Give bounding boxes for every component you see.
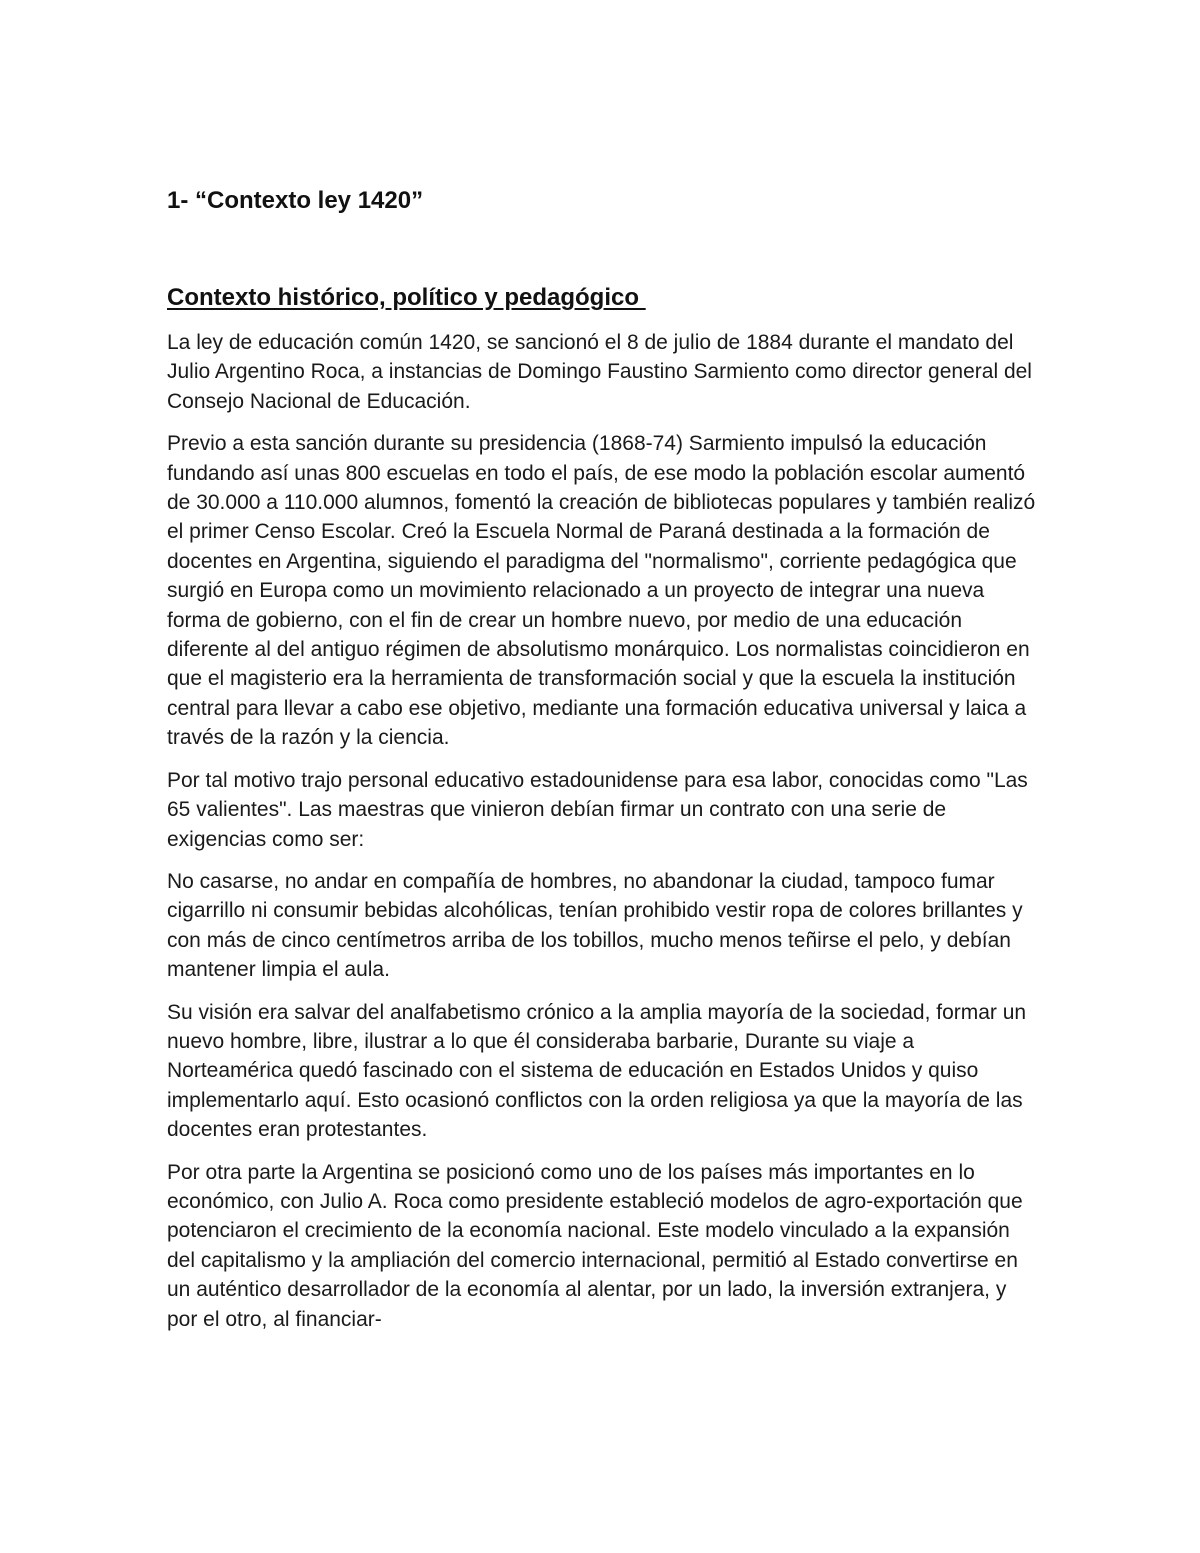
paragraph: Por otra parte la Argentina se posicionó como uno de los países más importantes en lo económico, con Julio A. Roca como presidente estableció modelos de agro-exportación que potenciaron el crecimiento de la economía nacional. Este modelo vinculado a la expansión del capitalismo y la ampliación del comercio internacional, permitió al Estado convertirse en un auténtico desarrollador de la economía al alentar, por un lado, la inversión extranjera, y por el otro, al financiar- xyxy=(167,1160,1023,1331)
paragraph: Su visión era salvar del analfabetismo crónico a la amplia mayoría de la sociedad, formar un nuevo hombre, libre, ilustrar a lo que él consideraba barbarie, Durante su viaje a Norteamérica quedó fascinado con el sistema de educación en Estados Unidos y quiso implementarlo aquí. Esto ocasionó conflictos con la orden religiosa ya que la mayoría de las docentes eran protestantes. xyxy=(167,1000,1027,1142)
document-body xyxy=(167,183,1039,1334)
paragraph: Por tal motivo trajo personal educativo estadounidense para esa labor, conocidas como "Las 65 valientes". Las maestras que vinieron debían firmar un contrato con una serie de exigencias como ser: xyxy=(167,768,1028,851)
section-heading: Contexto histórico, político y pedagógico xyxy=(167,284,646,311)
paragraph: Previo a esta sanción durante su presidencia (1868-74) Sarmiento impulsó la educación fundando así unas 800 escuelas en todo el país, de ese modo la población escolar aumentó de 30.000 a 110.000 alumnos, fomentó la creación de bibliotecas populares y también realizó el primer Censo Escolar. Creó la Escuela Normal de Paraná destinada a la formación de docentes en Argentina, siguiendo el paradigma del "normalismo", corriente pedagógica que surgió en Europa como un movimiento relacionado a un proyecto de integrar una nueva forma de gobierno, con el fin de crear un hombre nuevo, por medio de una educación diferente al del antiguo régimen de absolutismo monárquico. Los normalistas coincidieron en que el magisterio era la herramienta de transformación social y que la escuela la institución central para llevar a cabo ese objetivo, mediante una formación educativa universal y laica a través de la razón y la ciencia. xyxy=(167,432,1036,750)
paragraph: La ley de educación común 1420, se sancionó el 8 de julio de 1884 durante el mandato del Julio Argentino Roca, a instancias de Domingo Faustino Sarmiento como director general del Consejo Nacional de Educación. xyxy=(167,331,1032,413)
paragraph: No casarse, no andar en compañía de hombres, no abandonar la ciudad, tampoco fumar cigarrillo ni consumir bebidas alcohólicas, tenían prohibido vestir ropa de colores brillantes y con más de cinco centímetros arriba de los tobillos, mucho menos teñirse el pelo, y debían mantener limpia el aula. xyxy=(167,869,1023,982)
document-title: 1- “Contexto ley 1420” xyxy=(167,187,424,214)
